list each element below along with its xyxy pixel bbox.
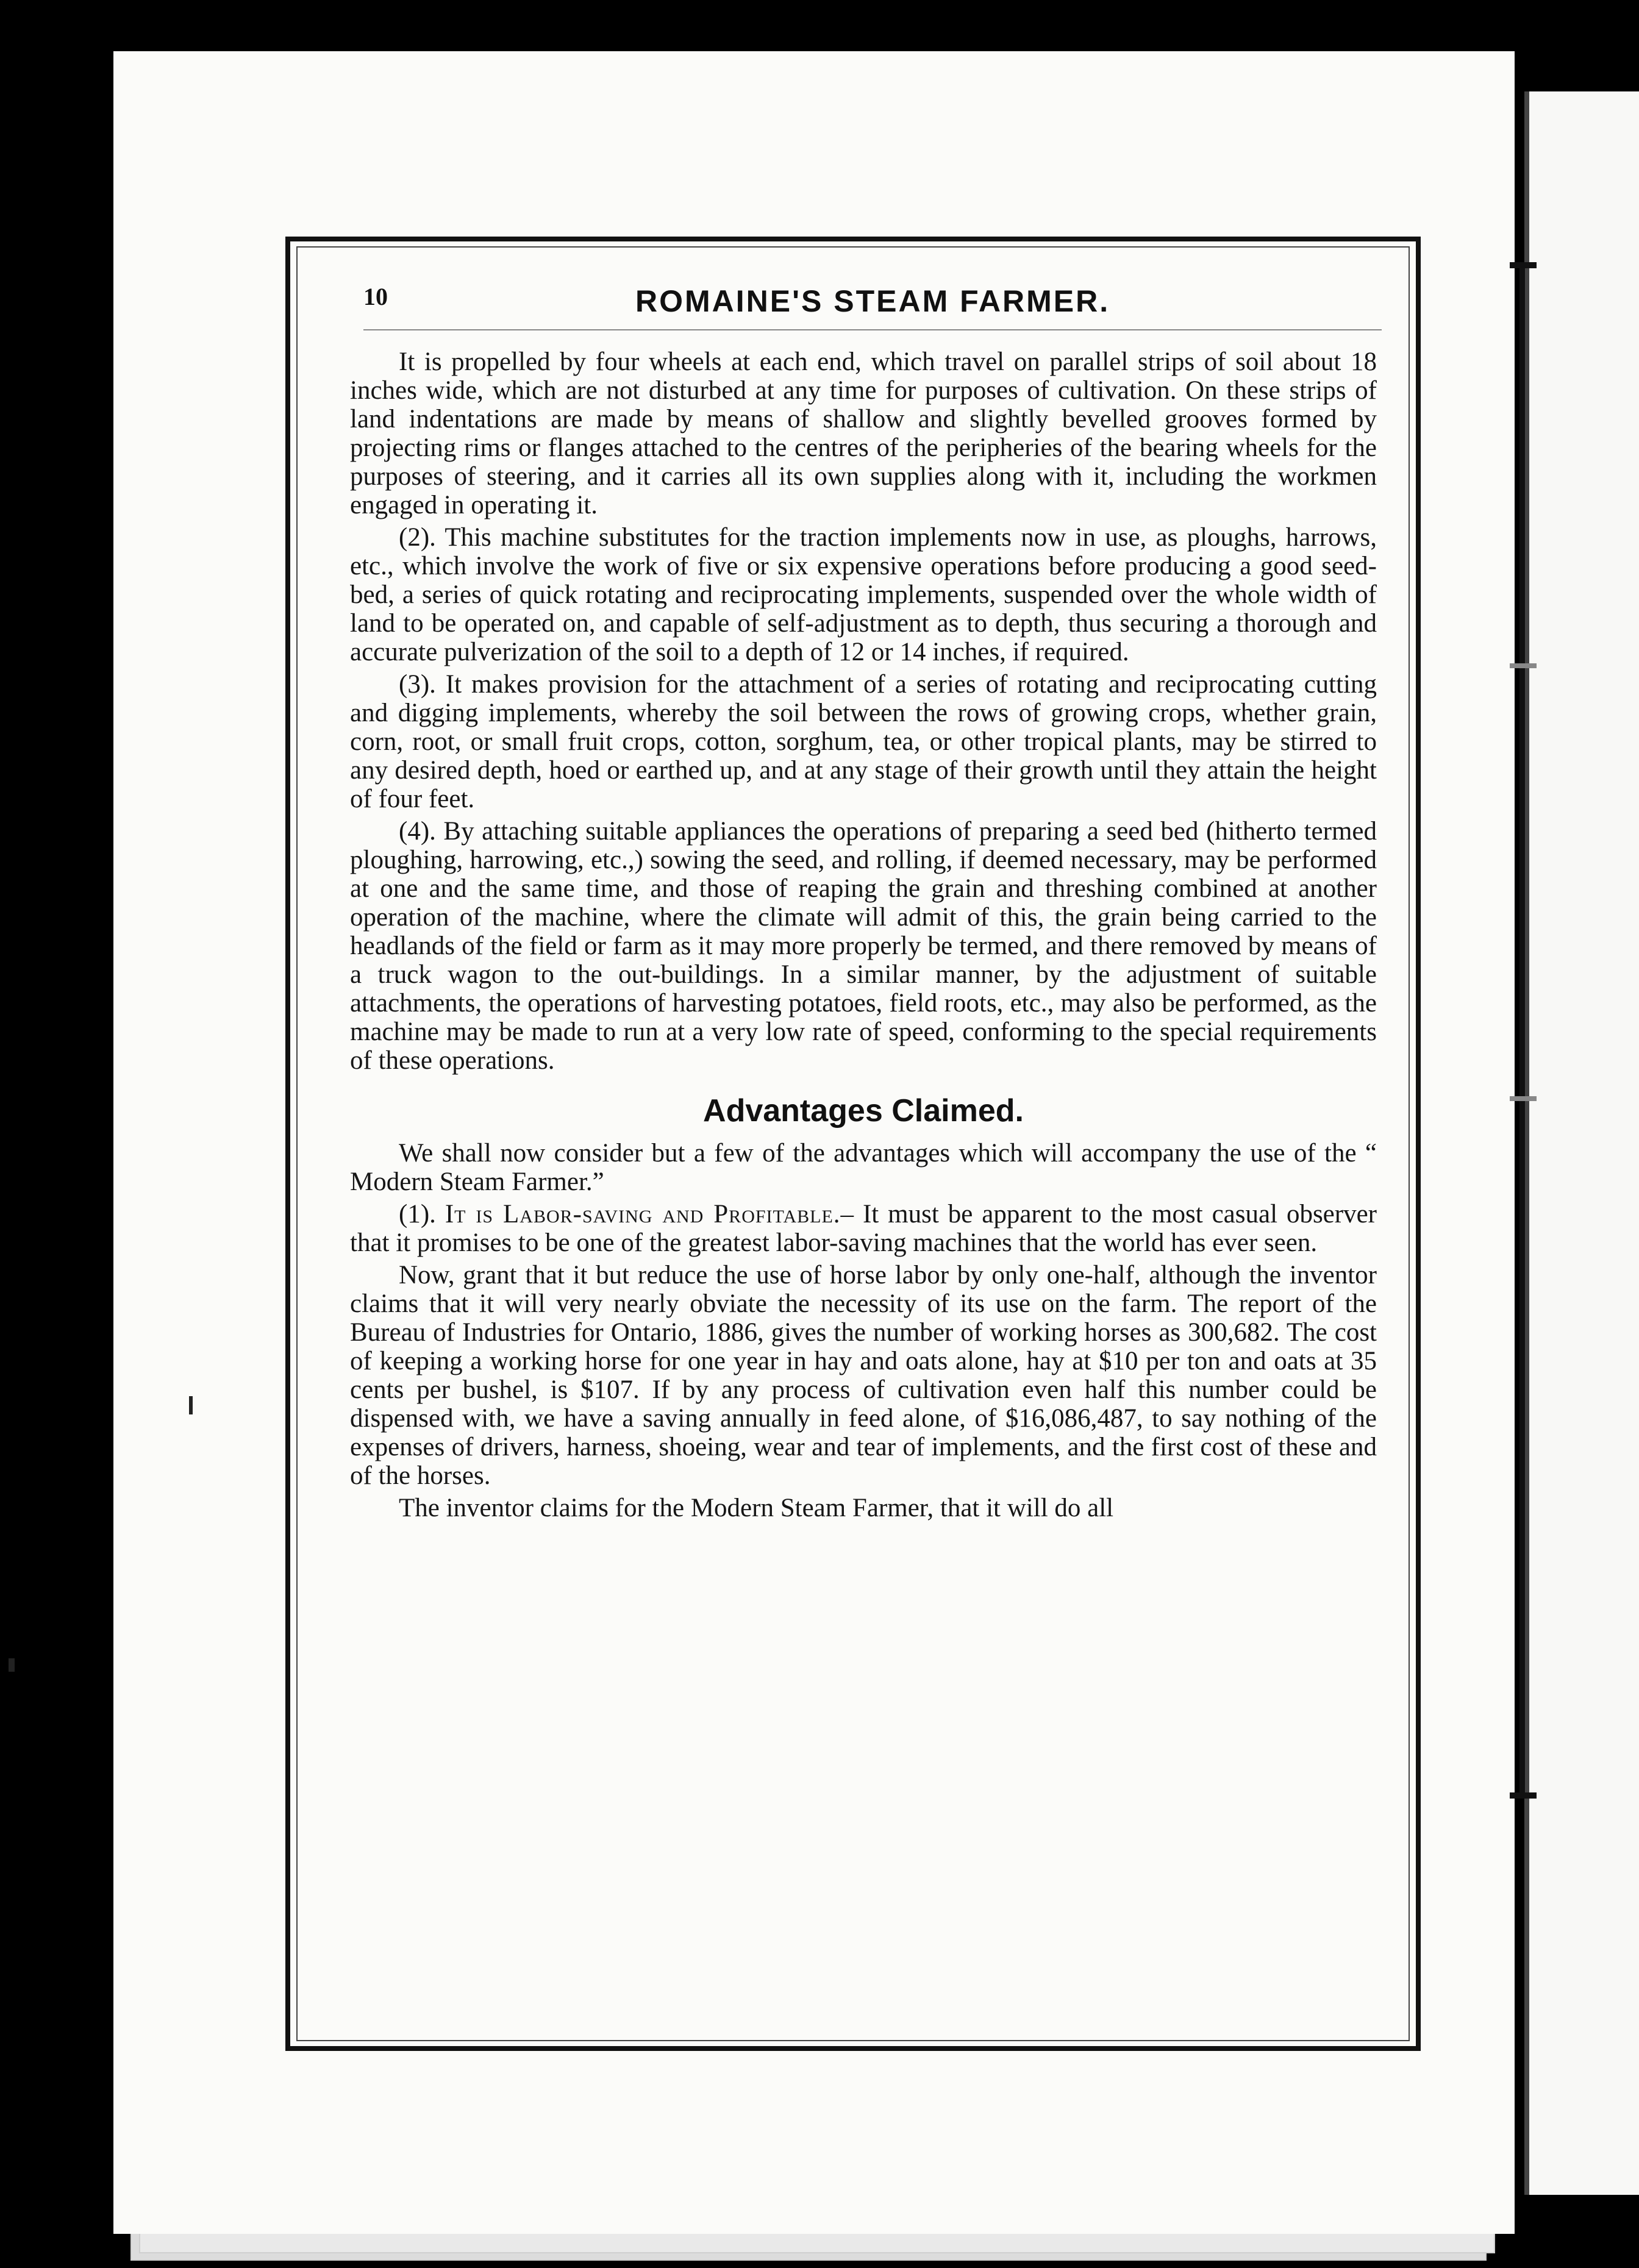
scan-mark	[9, 1658, 15, 1672]
paragraph: (2). This machine substitutes for the traction implements now in use, as ploughs, harrows, etc., which involve the work of five or six expensive operations before producing a good seed-bed, a series of quick rotating and reciprocating implements, suspended over the whole width of land to be operated on, and capable of self-adjustment as to depth, thus securing a thorough and accurate pulverization of the soil to a depth of 12 or 14 inches, if required.	[350, 523, 1377, 666]
rule-tick	[1510, 1096, 1537, 1101]
facing-page-edge	[1524, 91, 1639, 2195]
paragraph: We shall now consider but a few of the advantages which will accompany the use of the “ Modern Steam Farmer.”	[350, 1139, 1377, 1196]
item-number: (1).	[399, 1200, 436, 1228]
paragraph: The inventor claims for the Modern Steam Farmer, that it will do all	[399, 1494, 1114, 1522]
item-heading: It is Labor-saving and Profitable.	[445, 1200, 841, 1228]
rule-tick	[1510, 262, 1537, 268]
paragraph: (3). It makes provision for the attachment of a series of rotating and reciprocating cutting and digging implements, whereby the soil between the rows of growing crops, whether grain, corn, root, or small fruit crops, cotton, sorghum, tea, or other tropical plants, may be stirred to any desired depth, hoed or earthed up, and at any stage of their growth until they attain the height of four feet.	[350, 670, 1377, 813]
rule-tick	[1510, 1792, 1537, 1799]
header-rule	[363, 329, 1382, 330]
paragraph: It is propelled by four wheels at each end, which travel on parallel strips of soil about 18 inches wide, which are not disturbed at any time for purposes of cultivation. On these strips of land indentations are made by means of shallow and slightly bevelled grooves formed by projecting rims or flanges attached to the centres of the peripheries of the bearing wheels for the purposes of steering, and it carries all its own supplies along with it, including the workmen engaged in operating it.	[350, 348, 1377, 519]
rule-tick	[1510, 663, 1537, 668]
page-body	[350, 348, 1377, 1522]
page-header	[363, 277, 1376, 326]
page-gutter	[1524, 91, 1529, 2195]
running-head: ROMAINE'S STEAM FARMER.	[635, 284, 1110, 318]
section-heading: Advantages Claimed.	[703, 1093, 1024, 1129]
paragraph: (4). By attaching suitable appliances the operations of preparing a seed bed (hitherto termed ploughing, harrowing, etc.,) sowing the seed, and rolling, if deemed necessary, may be performed at one and the same time, and those of reaping the grain and threshing combined at another operation of the machine, where the climate will admit of this, the grain being carried to the headlands of the field or farm as it may more properly be termed, and there removed by means of a truck wagon to the out-buildings. In a similar manner, by the adjustment of suitable attachments, the operations of harvesting potatoes, field roots, etc., may also be performed, as the machine may be made to run at a very low rate of speed, conforming to the special requirements of these operations.	[350, 817, 1377, 1075]
item-text: – It must be apparent to the most casual observer that it promises to be one of the greatest labor-saving machines that the world has ever seen.	[350, 1200, 1377, 1257]
paragraph	[350, 1200, 1377, 1257]
facing-page-rule	[1519, 262, 1525, 1799]
scan-mark	[189, 1396, 193, 1414]
paragraph: Now, grant that it but reduce the use of horse labor by only one-half, although the inventor claims that it will very nearly obviate the necessity of its use on the farm. The report of the Bureau of Industries for Ontario, 1886, gives the number of working horses as 300,682. The cost of keeping a working horse for one year in hay and oats alone, hay at $10 per ton and oats at 35 cents per bushel, is $107. If by any process of cultivation even half this number could be dispensed with, we have a saving annually in feed alone, of $16,086,487, to say nothing of the expenses of drivers, harness, shoeing, wear and tear of implements, and the first cost of these and of the horses.	[350, 1261, 1377, 1490]
page-number: 10	[363, 283, 388, 310]
